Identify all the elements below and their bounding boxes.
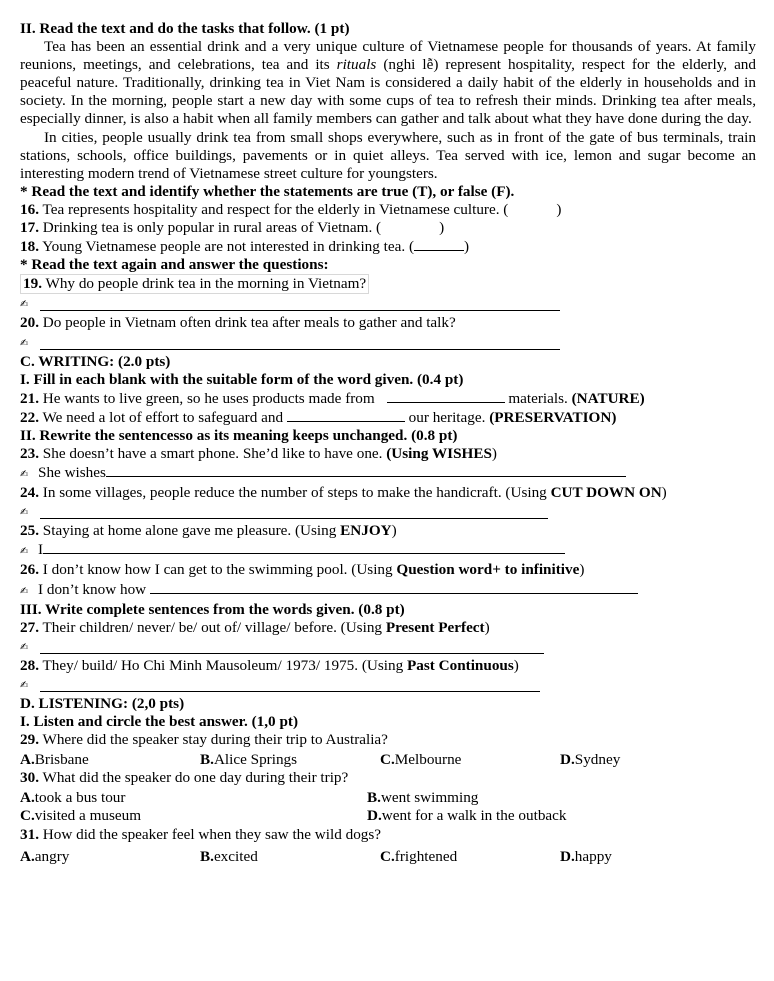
- reading-paragraph-2: In cities, people usually drink tea from small shops everywhere, such as in front of the gate of bus terminals, train stations, schools, office buildings, pavements or in quiet alleys. Tea served with ice, lemon and sugar become an interesting modern trend of Vietnamese street culture for youngsters.: [20, 128, 756, 182]
- option-29-c[interactable]: C.Melbourne: [380, 751, 462, 769]
- question-19: 19. Why do people drink tea in the morning in Vietnam?: [20, 274, 756, 294]
- option-31-a[interactable]: A.angry: [20, 847, 70, 865]
- answer-line-26[interactable]: ✍ I don’t know how: [20, 580, 756, 601]
- answer-blank-22[interactable]: [287, 408, 405, 422]
- answer-line-20[interactable]: [20, 333, 756, 353]
- question-29-options: [20, 751, 756, 769]
- writing-hand-icon: ✍: [20, 337, 29, 349]
- writing-section-3-heading: III. Write complete sentences from the words given. (0.8 pt): [20, 600, 405, 618]
- question-28: 28. They/ build/ Ho Chi Minh Mausoleum/ 1973/ 1975. (Using Past Continuous): [20, 656, 519, 674]
- listening-heading: D. LISTENING: (2,0 pts): [20, 694, 185, 712]
- question-17: 17. Drinking tea is only popular in rural areas of Vietnam. ( ): [20, 219, 445, 237]
- option-31-c[interactable]: C.frightened: [380, 847, 458, 865]
- option-29-d[interactable]: D.Sydney: [560, 751, 621, 769]
- answer-line-27[interactable]: [20, 637, 756, 657]
- option-29-a[interactable]: A.Brisbane: [20, 751, 89, 769]
- question-31-options: [20, 848, 756, 866]
- question-27: 27. Their children/ never/ be/ out of/ village/ before. (Using Present Perfect): [20, 618, 490, 636]
- answer-blank-21[interactable]: [387, 389, 505, 403]
- writing-hand-icon: ✍: [20, 469, 29, 481]
- question-22: 22. We need a lot of effort to safeguard and our heritage. (PRESERVATION): [20, 408, 617, 426]
- writing-section-1-heading: I. Fill in each blank with the suitable form of the word given. (0.4 pt): [20, 370, 464, 388]
- question-16: 16. Tea represents hospitality and respect for the elderly in Vietnamese culture. ( ): [20, 200, 562, 218]
- question-30: 30. What did the speaker do one day during their trip?: [20, 769, 349, 787]
- answer-line-19[interactable]: [20, 294, 756, 314]
- question-30-options-row-1: [20, 789, 756, 807]
- answer-line-24[interactable]: [20, 502, 756, 522]
- option-30-c[interactable]: C.visited a museum: [20, 807, 142, 825]
- writing-hand-icon: ✍: [20, 507, 29, 519]
- writing-hand-icon: ✍: [20, 585, 29, 597]
- option-30-b[interactable]: B.went swimming: [367, 789, 479, 807]
- option-29-b[interactable]: B.Alice Springs: [200, 751, 298, 769]
- question-26: 26. I don’t know how I can get to the swimming pool. (Using Question word+ to infinitive): [20, 561, 585, 579]
- reading-heading: II. Read the text and do the tasks that follow. (1 pt): [20, 20, 350, 37]
- question-23: 23. She doesn’t have a smart phone. She’d like to have one. (Using WISHES): [20, 444, 497, 462]
- writing-hand-icon: ✍: [20, 679, 29, 691]
- answer-blank-18[interactable]: [414, 237, 464, 251]
- question-25: 25. Staying at home alone gave me pleasure. (Using ENJOY): [20, 522, 397, 540]
- writing-hand-icon: ✍: [20, 641, 29, 653]
- option-30-a[interactable]: A.took a bus tour: [20, 789, 126, 807]
- writing-heading: C. WRITING: (2.0 pts): [20, 352, 171, 370]
- writing-hand-icon: ✍: [20, 546, 29, 558]
- tf-heading: * Read the text and identify whether the statements are true (T), or false (F).: [20, 182, 515, 200]
- question-29: 29. Where did the speaker stay during their trip to Australia?: [20, 731, 388, 749]
- listening-section-1-heading: I. Listen and circle the best answer. (1,0 pt): [20, 713, 299, 730]
- option-30-d[interactable]: D.went for a walk in the outback: [367, 807, 567, 825]
- qa-heading: * Read the text again and answer the questions:: [20, 256, 329, 274]
- question-20: 20. Do people in Vietnam often drink tea after meals to gather and talk?: [20, 314, 456, 332]
- answer-line-28[interactable]: [20, 675, 756, 695]
- option-31-b[interactable]: B.excited: [200, 847, 258, 865]
- answer-line-25[interactable]: ✍ I: [20, 540, 756, 561]
- question-21: 21. He wants to live green, so he uses products made from materials. (NATURE): [20, 389, 645, 407]
- writing-section-2-heading: II. Rewrite the sentencesso as its meaning keeps unchanged. (0.8 pt): [20, 426, 458, 444]
- writing-hand-icon: ✍: [20, 299, 29, 311]
- reading-paragraph-1: Tea has been an essential drink and a very unique culture of Vietnamese people for thousands of years. At family reunions, meetings, and celebrations, tea and its rituals (nghi lễ) represent hospitality, respect for the elderly, and peaceful nature. Traditionally, drinking tea in Viet Nam is considered a daily habit of the elderly in households and in society. In the morning, people start a new day with some cups of tea to refresh their minds. Drinking tea after meals, especially dinner, is also a habit when all family members can gather and talk about what they have done during the day.: [20, 38, 756, 128]
- option-31-d[interactable]: D.happy: [560, 847, 612, 865]
- answer-line-23[interactable]: ✍ She wishes: [20, 463, 756, 484]
- question-18: 18. Young Vietnamese people are not interested in drinking tea. ( ): [20, 238, 470, 256]
- question-30-options-row-2: [20, 807, 756, 825]
- question-31: 31. How did the speaker feel when they saw the wild dogs?: [20, 825, 382, 843]
- question-24: 24. In some villages, people reduce the number of steps to make the handicraft. (Using CUT DOWN ON): [20, 484, 667, 502]
